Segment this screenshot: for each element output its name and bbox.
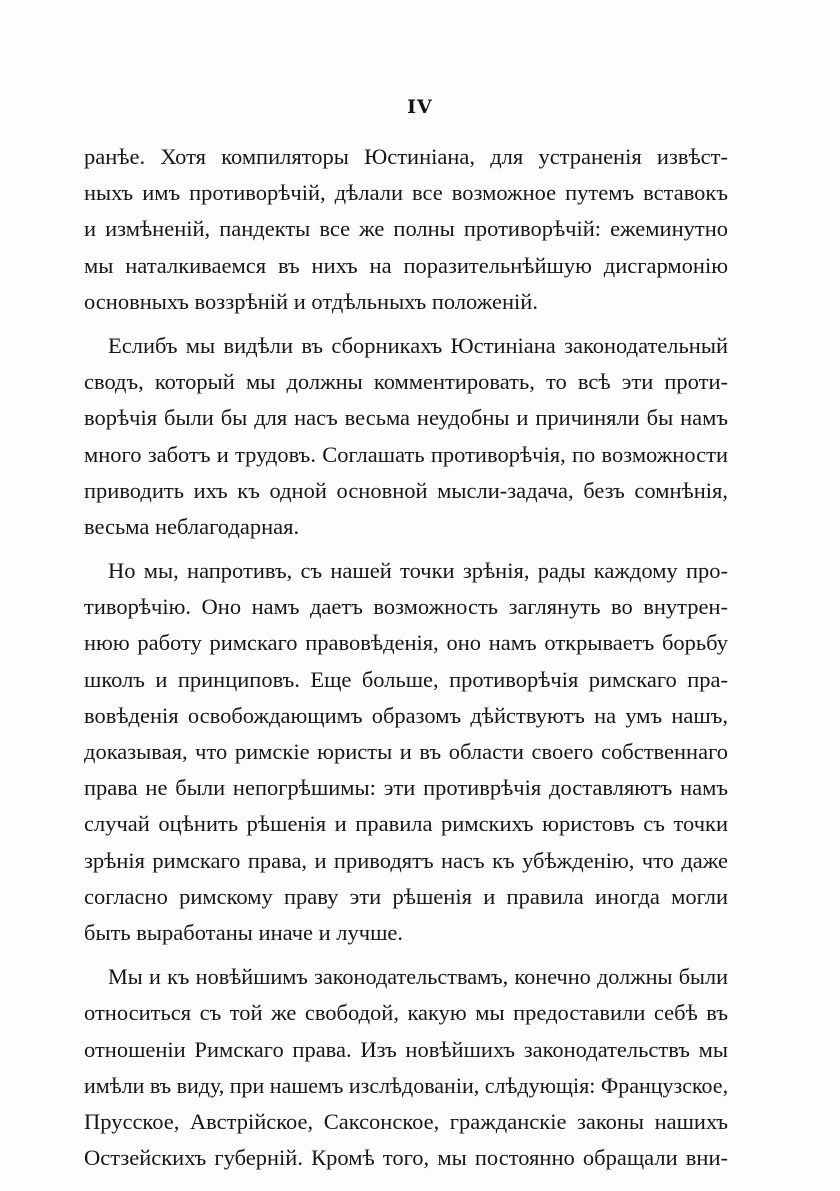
- text-line: много заботъ и трудовъ. Соглашать противорѣчія, по возможности: [84, 441, 728, 467]
- page-number: IV: [407, 96, 433, 118]
- text-line: весьма неблагодарная.: [84, 513, 300, 539]
- text-line: имѣли въ виду, при нашемъ изслѣдованіи, слѣдующія: Французское,: [84, 1072, 728, 1098]
- text-line: Остзейскихъ губерній. Кромѣ того, мы постоянно обращали вни-: [84, 1145, 728, 1171]
- text-line: Мы и къ новѣйшимъ законодательствамъ, конечно должны были: [108, 964, 728, 990]
- paragraph: [84, 959, 728, 1176]
- text-line: права не были непогрѣшимы: эти противрѣчія доставляютъ намъ: [84, 775, 728, 801]
- text-line: нюю работу римскаго правовѣденія, оно намъ открываетъ борьбу: [84, 630, 728, 656]
- text-line: школъ и принциповъ. Еще больше, противорѣчія римскаго пра-: [84, 666, 728, 692]
- paragraph: [84, 553, 728, 951]
- text-line: приводить ихъ къ одной основной мысли-задача, безъ сомнѣнія,: [84, 477, 728, 503]
- text-line: мы наталкиваемся въ нихъ на поразительнѣйшую дисгармонію: [84, 252, 728, 278]
- text-line: ныхъ имъ противорѣчій, дѣлали все возможное путемъ вставокъ: [84, 180, 728, 206]
- text-line: тиворѣчію. Оно намъ даетъ возможность заглянуть во внутрен-: [84, 594, 728, 620]
- paragraph: [84, 139, 728, 320]
- text-line: Но мы, напротивъ, съ нашей точки зрѣнія, рады каждому про-: [108, 558, 728, 584]
- text-line: вовѣденія освобождающимъ образомъ дѣйствуютъ на умъ нашъ,: [84, 702, 728, 728]
- text-line: ворѣчія были бы для насъ весьма неудобны и причиняли бы намъ: [84, 405, 728, 431]
- text-line: относиться съ той же свободой, какую мы предоставили себѣ въ: [84, 1000, 728, 1026]
- text-line: доказывая, что римскіе юристы и въ области своего собственнаго: [84, 739, 728, 764]
- text-line: зрѣнія римскаго права, и приводятъ насъ къ убѣжденію, что даже: [84, 847, 728, 873]
- paragraph: [84, 328, 728, 545]
- text-line: ранѣе. Хотя компиляторы Юстиніана, для устраненія извѣст-: [84, 144, 728, 169]
- text-line: и измѣненій, пандекты все же полны противорѣчій: ежеминутно: [84, 216, 728, 242]
- text-line: быть выработаны иначе и лучше.: [84, 919, 404, 945]
- text-line: основныхъ воззрѣній и отдѣльныхъ положеній.: [84, 288, 538, 314]
- text-line: согласно римскому праву эти рѣшенія и правила иногда могли: [84, 883, 728, 909]
- text-line: Прусское, Австрійское, Саксонское, гражданскіе законы нашихъ: [84, 1108, 728, 1134]
- text-line: отношеніи Римскаго права. Изъ новѣйшихъ законодательствъ мы: [84, 1036, 728, 1062]
- body-text: [84, 139, 728, 1182]
- text-line: случай оцѣнить рѣшенія и правила римскихъ юристовъ съ точки: [84, 811, 728, 837]
- text-line: сводъ, который мы должны комментировать, то всѣ эти проти-: [84, 369, 728, 395]
- text-line: Еслибъ мы видѣли въ сборникахъ Юстиніана законодательный: [108, 332, 728, 358]
